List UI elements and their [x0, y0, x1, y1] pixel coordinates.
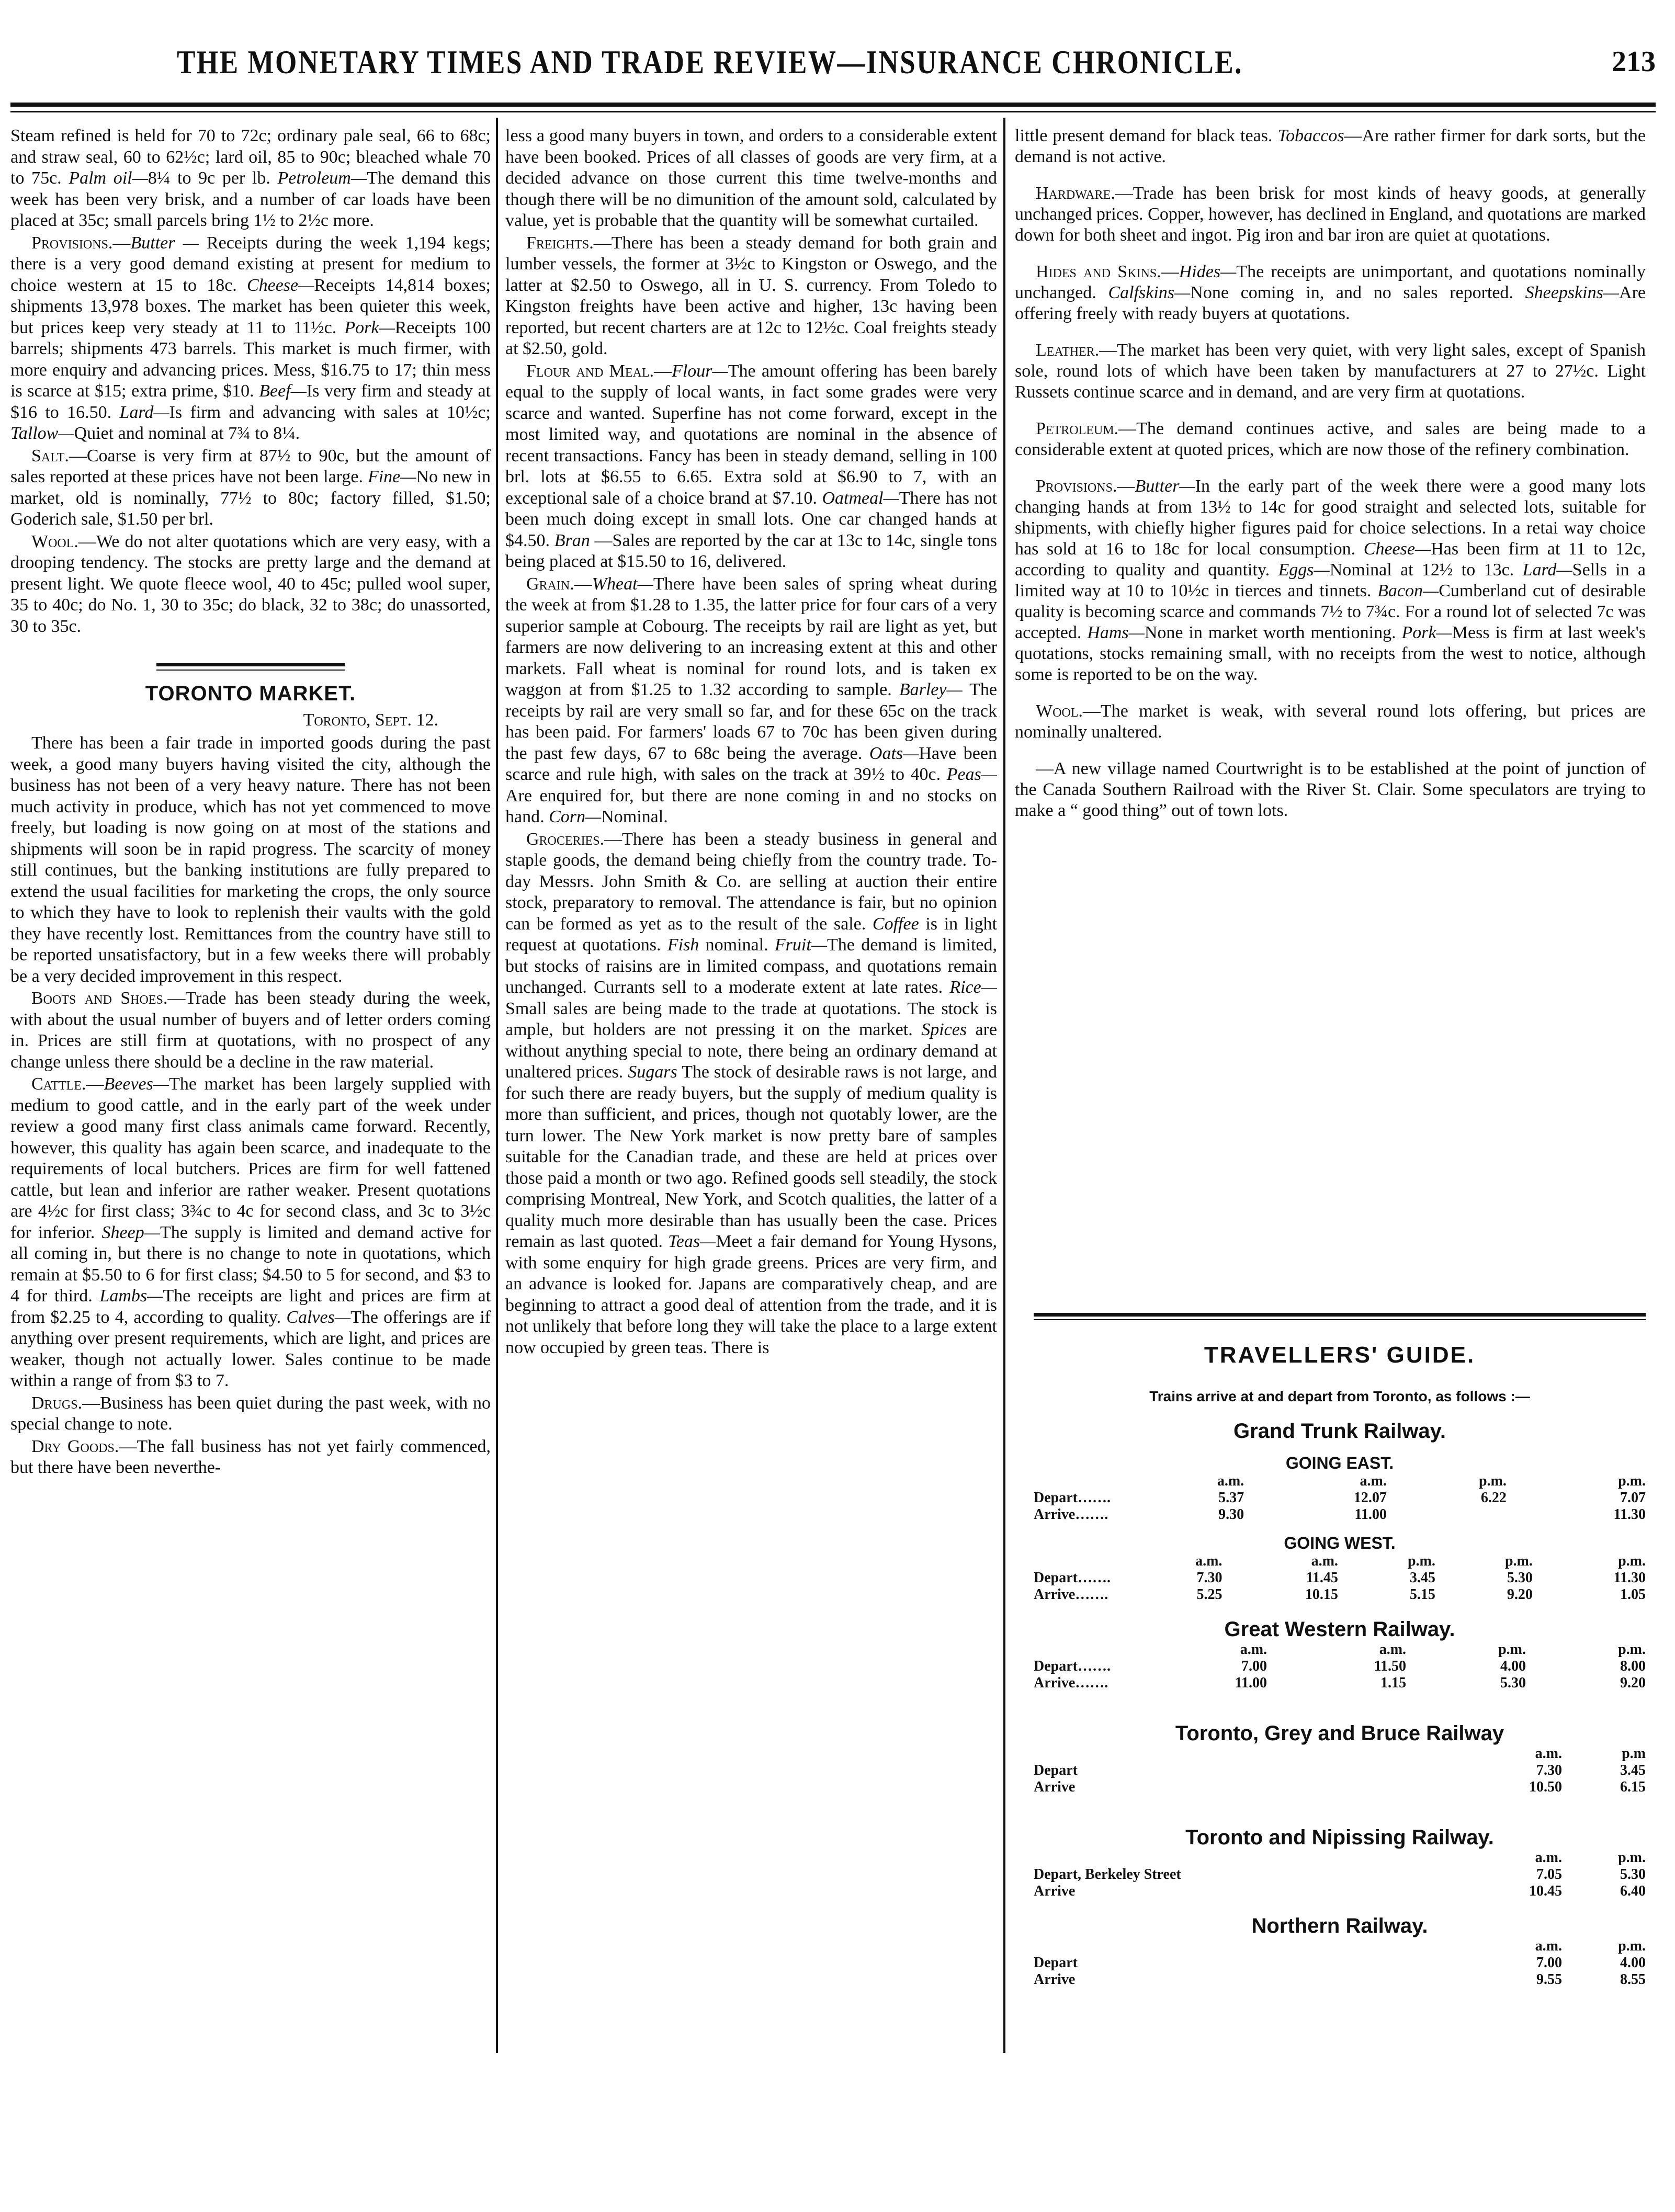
table-row: a.m. p.m.: [1535, 1938, 1646, 1954]
going-east-heading: GOING EAST.: [1285, 1454, 1394, 1472]
great-western-table: [1034, 1641, 1646, 1692]
column-1: [10, 126, 491, 1479]
tgb-table: [1034, 1745, 1646, 1796]
table-row: a.m. p.m.: [1535, 1850, 1646, 1866]
column-divider: [496, 118, 498, 2053]
table-row: Depart 7.30 3.45: [1034, 1762, 1646, 1778]
table-row: Arrive……. 5.25 10.15 5.15 9.20 1.05: [1034, 1586, 1646, 1603]
travellers-guide: [1034, 1313, 1646, 1988]
table-row: a.m. a.m. p.m. p.m. p.m.: [1195, 1553, 1646, 1569]
guide-subtitle: Trains arrive at and depart from Toronto, as follows :—: [1149, 1388, 1530, 1404]
table-row: Depart, Berkeley Street 7.05 5.30: [1034, 1866, 1646, 1882]
leather-paragraph: Leather.—The market has been very quiet, with very light sales, except of Spanish sole, round lots of which have been taken by manufacturers at 27 to 27½c. Light Russets continue scarce and in demand, and are very firm at quotations.: [1015, 341, 1646, 402]
header-rule-thin: [10, 111, 1656, 112]
teas-continued: little present demand for black teas. Tobaccos—Are rather firmer for dark sorts, but the demand is not active.: [1015, 126, 1646, 166]
provisions-paragraph: Provisions.—Butter — Receipts during the week 1,194 kegs; there is a very good demand existing at present for medium to choice western at 15 to 18c. Cheese—Receipts 14,814 boxes; shipments 13,978 boxes. The market has been quieter this week, but prices keep very steady at 11 to 11½c. Pork—Receipts 100 barrels; shipments 473 barrels. This market is much firmer, with more enquiry and advancing prices. Mess, $16.75 to 17; thin mess is scarce at $15; extra prime, $10. Beef—Is very firm and steady at $16 to 16.50. Lard—Is firm and advancing with sales at 10½c; Tallow—Quiet and nominal at 7¾ to 8¼.: [10, 233, 491, 443]
table-row: Arrive 10.45 6.40: [1034, 1883, 1646, 1899]
oil-paragraph: Steam refined is held for 70 to 72c; ordinary pale seal, 66 to 68c; and straw seal, 60 to 62½c; lard oil, 85 to 90c; bleached whale 70 to 75c. Palm oil—8¼ to 9c per lb. Petroleum—The demand this week has been very brisk, and a number of car loads have been placed at 35c; small parcels bring 1½ to 2½c more.: [10, 126, 491, 230]
provisions-paragraph-2: Provisions.—Butter—In the early part of the week there were a good many lots changing hands at from 13½ to 14c for good straight and selected lots, suitable for shipments, with chiefly higher figures paid for choice selections. In a retai way choice has sold at 16 to 18c for local consumption. Cheese—Has been firm at 11 to 12c, according to quality and quantity. Eggs—Nominal at 12½ to 13c. Lard—Sells in a limited way at 10 to 10½c in tierces and tinnets. Bacon—Cumberland cut of desirable quality is becoming scarce and commands 7½ to 7¾c. For a round lot of selected 7c was accepted. Hams—None in market worth mentioning. Pork—Mess is firm at last week's quotations, stocks remaining small, with no receipts from the west to notice, although some is reported to be on the way.: [1015, 477, 1646, 684]
going-west-heading: GOING WEST.: [1284, 1534, 1396, 1552]
guide-rule: [1034, 1313, 1646, 1320]
wool-paragraph-2: Wool.—The market is weak, with several round lots offering, but prices are nominally unaltered.: [1015, 701, 1646, 742]
section-rule: [156, 663, 345, 671]
drugs-paragraph: Drugs.—Business has been quiet during the past week, with no special change to note.: [10, 1393, 491, 1434]
freights-paragraph: Freights.—There has been a steady demand for both grain and lumber vessels, the former at 3½c to Kingston or Oswego, and the latter at $2.50 to Oswego, all in U. S. currency. From Toledo to Kingston freights have been active and higher, 13c having been reported, but recent charters are at 12c to 12½c. Coal freights steady at $2.50, gold.: [505, 233, 997, 358]
dry-goods-continued: less a good many buyers in town, and orders to a considerable extent have been booked. Prices of all classes of goods are very firm, at a decided advance on those current this time twelve-months and though there will be no dimunition of the amount sold, calculated by value, yet is probable that the quantity will be somewhat curtailed.: [505, 126, 997, 230]
grand-trunk-east-table: [1034, 1473, 1646, 1523]
guide-title: TRAVELLERS' GUIDE.: [1204, 1342, 1476, 1368]
table-row: Arrive……. 9.30 11.00 11.30: [1034, 1506, 1646, 1523]
groceries-paragraph: Groceries.—There has been a steady business in general and staple goods, the demand being chiefly from the country trade. To-day Messrs. John Smith & Co. are selling at auction their entire stock, preparatory to removal. The attendance is fair, but no opinion can be formed as yet as to the result of the sale. Coffee is in light request at quotations. Fish nominal. Fruit—The demand is limited, but stocks of raisins are in limited compass, and quotations remain unchanged. Currants sell to a moderate extent at late rates. Rice—Small sales are being made to the trade at quotations. The stock is ample, but holders are not pressing it on the market. Spices are without anything special to note, there being an ordinary demand at unaltered prices. Sugars The stock of desirable raws is not large, and for such there are ready buyers, but the supply of medium quality is more than sufficient, and prices, though not quotably lower, are the turn lower. The New York market is now pretty bare of samples suitable for the Canadian trade, and these are held at prices over those paid a month or two ago. Refined goods sell steadily, the stock comprising Montreal, New York, and Scotch qualities, the latter of a quality much more desirable than has usually been the case. Prices remain as last quoted. Teas—Meet a fair demand for Young Hysons, with some enquiry for high grade greens. Prices are very firm, and an advance is looked for. Japans are comparatively cheap, and are beginning to attract a good deal of attention from the trade, and it is not unlikely that before long they will take the place to a large extent now occupied by green teas. There is: [505, 829, 998, 1357]
table-row: Arrive……. 11.00 1.15 5.30 9.20: [1034, 1675, 1646, 1691]
page-header: [10, 43, 1656, 95]
column-3: [1015, 126, 1646, 821]
grand-trunk-heading: Grand Trunk Railway.: [1233, 1420, 1446, 1443]
table-row: a.m. p.m: [1535, 1745, 1646, 1762]
hides-paragraph: Hides and Skins.—Hides—The receipts are unimportant, and quotations nominally unchanged. Calfskins—None coming in, and no sales reported. Sheepskins—Are offering freely with ready buyers at quotations.: [1015, 262, 1646, 323]
petroleum-paragraph: Petroleum.—The demand continues active, and sales are being made to a considerable extent at quoted prices, which are now those of the refinery combination.: [1015, 419, 1646, 459]
salt-paragraph: Salt.—Coarse is very firm at 87½ to 90c, but the amount of sales reported at these prices have not been large. Fine—No new in market, old is nominally, 77½ to 80c; factory filled, $1.50; Goderich sale, $1.50 per brl.: [10, 446, 491, 529]
table-row: Arrive 10.50 6.15: [1034, 1779, 1646, 1795]
column-2: [505, 126, 997, 1358]
column-divider: [1003, 118, 1005, 2053]
grand-trunk-west-table: [1034, 1553, 1646, 1603]
northern-heading: Northern Railway.: [1251, 1914, 1428, 1937]
flour-paragraph: Flour and Meal.—Flour—The amount offering has been barely equal to the supply of local wants, in fact some grades were very scarce and wanted. Superfine has not come forward, except in the most limited way, and quotations are nominal in the absence of recent transactions. Fancy has been in steady demand, selling in 100 brl. lots at $6.55 to 6.65. Extra sold at $6.90 to 7, with an exceptional sale of a choice brand at $7.10. Oatmeal—There has not been much doing except in small lots. One car changed hands at $4.50. Bran —Sales are reported by the car at 13c to 14c, single tons being placed at $15.50 to 16, delivered.: [505, 361, 998, 571]
great-western-heading: Great Western Railway.: [1224, 1618, 1455, 1641]
table-row: a.m. a.m. p.m. p.m.: [1217, 1473, 1646, 1489]
market-intro: There has been a fair trade in imported goods during the past week, a good many buyers having visited the city, although the business has not been of a very heavy nature. There has not been much activity in produce, which has not yet commenced to move freely, but loading is now going on at most of the stations and shipments will soon be in rapid progress. The scarcity of money still continues, but the banking institutions are fully prepared to extend the usual facilities for marketing the crops, the only source to which they have to look to replenish their vaults with the gold they have recently lost. Remittances from the country have still to be reported unsatisfactory, but in a few weeks there will probably be a very decided improvement in this respect.: [10, 733, 491, 986]
village-notice: —A new village named Courtwright is to be established at the point of junction of the Canada Southern Railroad with the River St. Clair. Some speculators are trying to make a “ good thing” out of town lots.: [1015, 759, 1646, 820]
market-heading: TORONTO MARKET.: [145, 682, 356, 705]
grain-paragraph: Grain.—Wheat—There have been sales of spring wheat during the week at from $1.28 to 1.35, the latter price for four cars of a very superior sample at Cobourg. The receipts by rail are light as yet, but farmers are now delivering to an increasing extent at this and other markets. Fall wheat is nominal for round lots, and is taken ex waggon at from $1.25 to 1.32 according to sample. Barley— The receipts by rail are very small so far, and for these 65c on the track has been paid. For farmers' loads 67 to 70c has been given during the past few days, 67 to 68c being the average. Oats—Have been scarce and rule high, with sales on the track at 39½ to 40c. Peas—Are enquired for, but there are none coming in and no stocks on hand. Corn—Nominal.: [505, 574, 998, 826]
table-row: Depart 7.00 4.00: [1034, 1955, 1646, 1971]
dry-goods-paragraph: Dry Goods.—The fall business has not yet fairly commenced, but there have been neverthe-: [10, 1436, 491, 1477]
hardware-paragraph: Hardware.—Trade has been brisk for most kinds of heavy goods, at generally unchanged prices. Copper, however, has declined in England, and quotations are marked down for both sheet and ingot. Pig iron and bar iron are quiet at quotations.: [1015, 184, 1646, 245]
dateline: Toronto, Sept. 12.: [303, 710, 438, 730]
tgb-heading: Toronto, Grey and Bruce Railway: [1175, 1722, 1504, 1745]
table-row: Depart……. 5.37 12.07 6.22 7.07: [1034, 1490, 1646, 1506]
masthead-title: THE MONETARY TIMES AND TRADE REVIEW—INSURANCE CHRONICLE.: [177, 43, 1243, 81]
header-rule: [10, 103, 1656, 107]
boots-paragraph: Boots and Shoes.—Trade has been steady during the week, with about the usual number of buyers and of letter orders coming in. Prices are still firm at quotations, with no prospect of any change unless there should be a decline in the raw material.: [10, 989, 491, 1072]
table-row: Depart……. 7.30 11.45 3.45 5.30 11.30: [1034, 1570, 1646, 1586]
page-number: 213: [1612, 46, 1656, 78]
nipissing-heading: Toronto and Nipissing Railway.: [1185, 1826, 1494, 1849]
wool-paragraph: Wool.—We do not alter quotations which are very easy, with a drooping tendency. The stocks are pretty large and the demand at present light. We quote fleece wool, 40 to 45c; pulled wool super, 35 to 40c; do No. 1, 30 to 35c; do black, 32 to 38c; do unassorted, 30 to 35c.: [10, 531, 491, 636]
table-row: Arrive 9.55 8.55: [1034, 1971, 1646, 1988]
cattle-paragraph: Cattle.—Beeves—The market has been largely supplied with medium to good cattle, and in the early part of the week under review a good many first class animals came forward. Recently, however, this quality has again been scarce, and inadequate to the requirements of local butchers. Prices are firm for well fattened cattle, but lean and inferior are rather weaker. Present quotations are 4½c for first class; 3¾c to 4c for second class, and 3c to 3½c for inferior. Sheep—The supply is limited and demand active for all coming in, but there is no change to note in quotations, which remain at $5.50 to 6 for first class; $4.50 to 5 for second, and $3 to 4 for third. Lambs—The receipts are light and prices are firm at from $2.25 to 4, according to quality. Calves—The offerings are if anything over present requirements, which are light, and prices are weaker, though not actually lower. Sales continue to be made within a range of from $3 to 7.: [10, 1074, 491, 1390]
northern-table: [1034, 1938, 1646, 1988]
table-row: Depart……. 7.00 11.50 4.00 8.00: [1034, 1658, 1646, 1674]
nipissing-table: [1034, 1850, 1646, 1900]
table-row: a.m. a.m. p.m. p.m.: [1240, 1641, 1646, 1658]
